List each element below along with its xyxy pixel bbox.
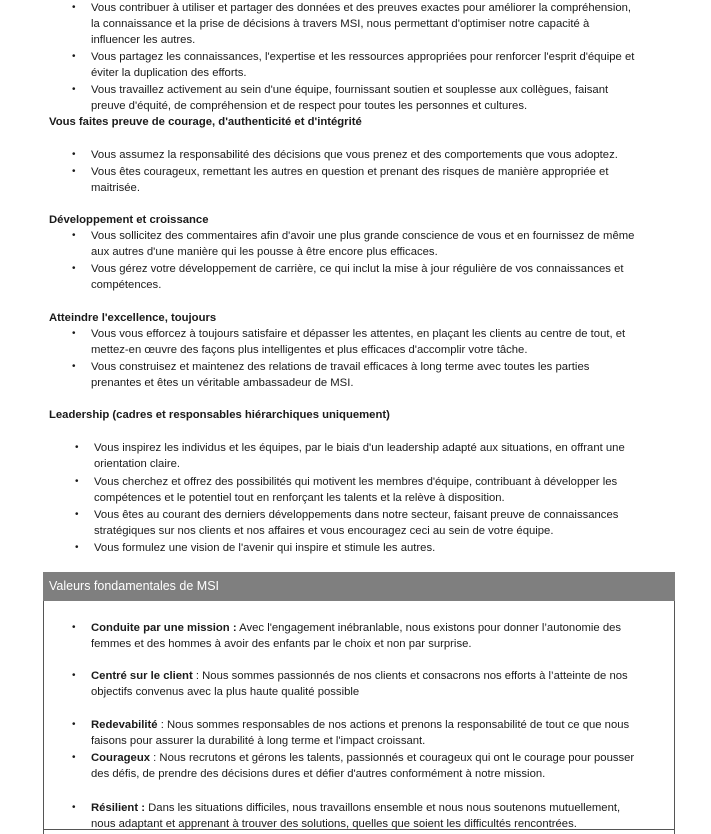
value-item-resilient — [91, 800, 681, 816]
list-item-line: Vous cherchez et offrez des possibilités qui motivent les membres d'équipe, contribuant à développer les — [94, 476, 618, 488]
value-term: Résilient : — [91, 802, 145, 814]
list-item-line: Vous travaillez activement au sein d'une équipe, fournissant soutien et souplesse aux collègues, faisant — [91, 84, 609, 96]
section-heading-development: Développement et croissance — [49, 214, 209, 226]
list-item-line: Vous contribuer à utiliser et partager des données et des preuves exactes pour améliorer la compréhension, — [91, 2, 632, 14]
value-text: : Nous sommes responsables de nos actions et prenons la responsabilité de tout ce que nous — [157, 719, 630, 731]
bullet: • — [72, 166, 76, 177]
list-item-line: mettez-en œuvre des façons plus intelligentes et plus efficaces d'accomplir votre tâche. — [91, 344, 528, 356]
values-section-header — [43, 572, 675, 601]
bullet: • — [72, 622, 76, 633]
list-item-line: aux autres d'une manière qui les pousse à être encore plus efficaces. — [91, 246, 438, 258]
value-text-line: nous adaptant et apprenant à trouver des solutions, quelles que soient les difficultés rencontrées. — [91, 818, 577, 830]
value-item-courage — [91, 750, 681, 766]
value-term: Courageux — [91, 752, 151, 764]
value-item-accountability — [91, 717, 681, 733]
value-term: Centré sur le client — [91, 670, 193, 682]
value-text-line: femmes et des hommes à avoir des enfants par le choix et non par surprise. — [91, 638, 472, 650]
bullet: • — [72, 263, 76, 274]
bullet: • — [72, 328, 76, 339]
bullet: • — [72, 802, 76, 813]
list-item-line: Vous êtes au courant des derniers développements dans notre secteur, faisant preuve de connaissances — [94, 509, 619, 521]
list-item-line: Vous formulez une vision de l'avenir qui inspire et stimule les autres. — [94, 542, 436, 554]
bullet: • — [72, 2, 76, 13]
list-item-line: orientation claire. — [94, 458, 181, 470]
list-item-line: maitrisée. — [91, 182, 140, 194]
value-text: : Nous sommes passionnés de nos clients et consacrons nos efforts à l’atteinte de nos — [192, 670, 628, 682]
value-text: Avec l'engagement inébranlable, nous existons pour donner l’autonomie des — [236, 622, 622, 634]
value-item-client — [91, 668, 681, 684]
bullet: • — [72, 51, 76, 62]
bullet: • — [75, 476, 79, 487]
list-item-line: Vous gérez votre développement de carrière, ce qui inclut la mise à jour régulière de vos connaissances et — [91, 263, 624, 275]
list-item-line: éviter la duplication des efforts. — [91, 67, 247, 79]
values-section-title: Valeurs fondamentales de MSI — [49, 579, 220, 593]
bullet: • — [75, 542, 79, 553]
section-heading-courage: Vous faites preuve de courage, d'authenticité et d'intégrité — [49, 116, 362, 128]
bullet: • — [72, 670, 76, 681]
bullet: • — [72, 752, 76, 763]
bullet: • — [75, 509, 79, 520]
bullet: • — [72, 719, 76, 730]
list-item-line: compétences et le potentiel tout en renforçant les talents et la relève à disposition. — [94, 492, 505, 504]
list-item-line: influencer les autres. — [91, 34, 196, 46]
value-text: : Nous recrutons et gérons les talents, passionnés et courageux qui ont le courage pour pousser — [150, 752, 635, 764]
list-item-line: preuve d'équité, de compréhension et de respect pour toutes les personnes et cultures. — [91, 100, 528, 112]
section-heading-leadership: Leadership (cadres et responsables hiérarchiques uniquement) — [49, 409, 390, 421]
value-text-line: faisons pour assurer la durabilité à long terme et l'impact croissant. — [91, 735, 426, 747]
bullet: • — [75, 442, 79, 453]
box-left-border — [43, 601, 44, 834]
value-text-line: des défis, de prendre des décisions dures et défier d'autres conformément à notre mission. — [91, 768, 546, 780]
list-item-line: Vous assumez la responsabilité des décisions que vous prenez et des comportements que vous adoptez. — [91, 149, 618, 161]
value-item-mission — [91, 620, 681, 636]
value-text: Dans les situations difficiles, nous travaillons ensemble et nous nous soutenons mutuellement, — [145, 802, 621, 814]
bullet: • — [72, 84, 76, 95]
list-item-line: compétences. — [91, 279, 162, 291]
list-item-line: Vous inspirez les individus et les équipes, par le biais d'un leadership adapté aux situations, en offrant une — [94, 442, 625, 454]
list-item-line: Vous sollicitez des commentaires afin d'avoir une plus grande conscience de vous et en fournissez de même — [91, 230, 635, 242]
section-heading-excellence: Atteindre l'excellence, toujours — [49, 312, 217, 324]
bullet: • — [72, 149, 76, 160]
list-item-line: Vous construisez et maintenez des relations de travail efficaces à long terme avec toutes les parties — [91, 361, 590, 373]
list-item-line: Vous partagez les connaissances, l'expertise et les ressources appropriées pour renforcer l'esprit d'équipe et — [91, 51, 635, 63]
list-item-line: prenantes et êtes un véritable ambassadeur de MSI. — [91, 377, 354, 389]
value-term: Redevabilité — [91, 719, 158, 731]
bullet: • — [72, 230, 76, 241]
list-item-line: la connaissance et la prise de décisions à travers MSI, nous permettant d'optimiser notre capacité à — [91, 18, 590, 30]
list-item-line: stratégiques sur nos clients et nos affaires et vous encouragez ceci au sein de votre équipe. — [94, 525, 554, 537]
value-term: Conduite par une mission : — [91, 622, 237, 634]
value-text-line: objectifs convenus avec la plus haute qualité possible — [91, 686, 360, 698]
list-item-line: Vous vous efforcez à toujours satisfaire et dépasser les attentes, en plaçant les clients au centre de tout, et — [91, 328, 626, 340]
bullet: • — [72, 361, 76, 372]
list-item-line: Vous êtes courageux, remettant les autres en question et prenant des risques de manière appropriée et — [91, 166, 609, 178]
